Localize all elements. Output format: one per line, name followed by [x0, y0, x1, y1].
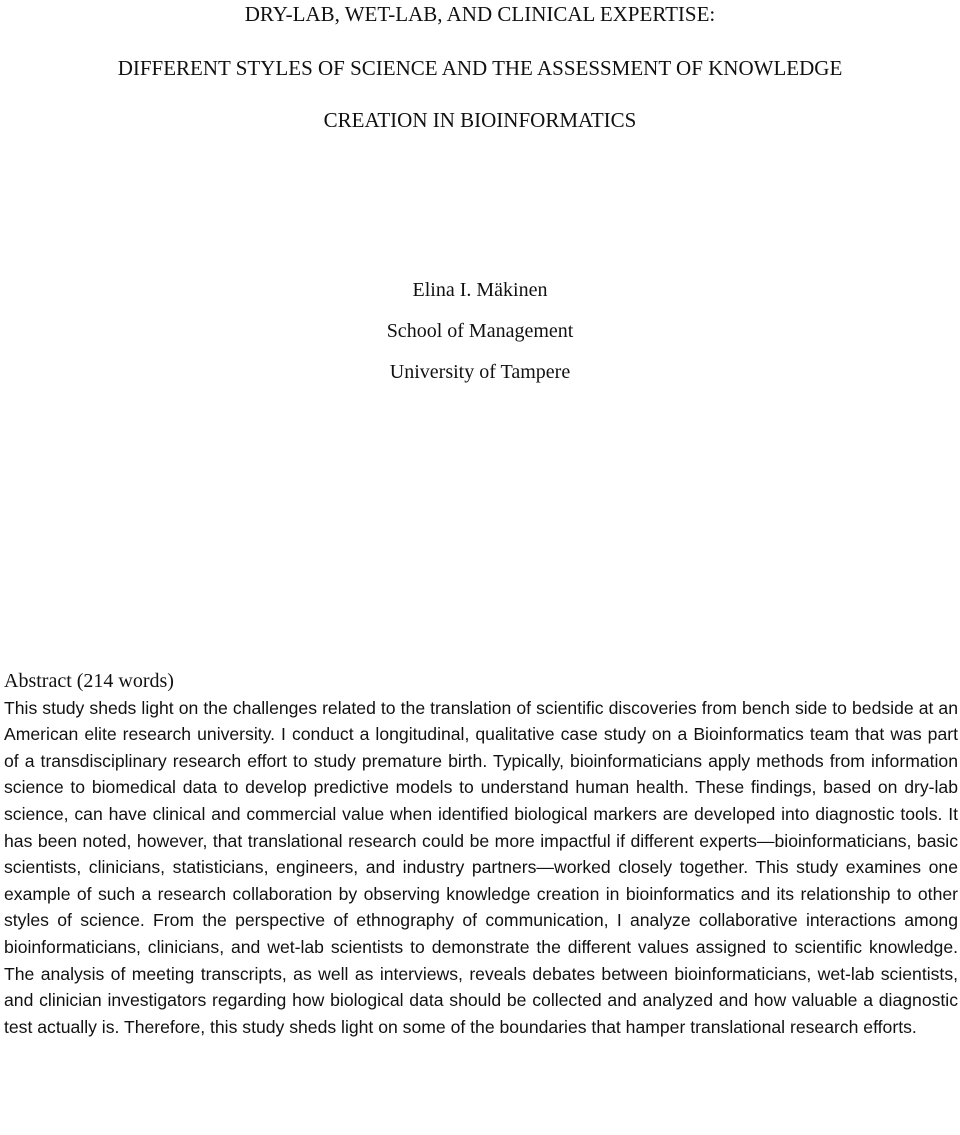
title-line-2: DIFFERENT STYLES OF SCIENCE AND THE ASSESSMENT OF KNOWLEDGE — [117, 56, 843, 80]
author-institution: University of Tampere — [389, 361, 571, 383]
author-info — [0, 270, 960, 393]
title-line-1: DRY-LAB, WET-LAB, AND CLINICAL EXPERTISE: — [244, 2, 716, 26]
title-line-3: CREATION IN BIOINFORMATICS — [323, 108, 637, 132]
author-department: School of Management — [386, 320, 574, 342]
abstract-section — [4, 668, 958, 1040]
abstract-text: This study sheds light on the challenges related to the translation of scientific discoveries from bench side to bedside at an American elite research university. I conduct a longitudinal, qualitative case study on a Bioinformatics team that was part of a transdisciplinary research effort to study premature birth. Typically, bioinformaticians apply methods from information science to biomedical data to develop predictive models to understand human health. These findings, based on dry-lab science, can have clinical and commercial value when identified biological markers are developed into diagnostic tools. It has been noted, however, that translational research could be more impactful if different experts—bioinformaticians, basic scientists, clinicians, statisticians, engineers, and industry partners—worked closely together. This study examines one example of such a research collaboration by observing knowledge creation in bioinformatics and its relationship to other styles of science. From the perspective of ethnography of communication, I analyze collaborative interactions among bioinformaticians, clinicians, and wet-lab scientists to demonstrate the different values assigned to scientific knowledge. The analysis of meeting transcripts, as well as interviews, reveals debates between bioinformaticians, wet-lab scientists, and clinician investigators regarding how biological data should be collected and analyzed and how valuable a diagnostic test actually is. Therefore, this study sheds light on some of the boundaries that hamper translational research efforts. — [4, 697, 958, 1037]
abstract-heading: Abstract (214 words) — [4, 670, 174, 692]
author-name: Elina I. Mäkinen — [412, 279, 548, 301]
